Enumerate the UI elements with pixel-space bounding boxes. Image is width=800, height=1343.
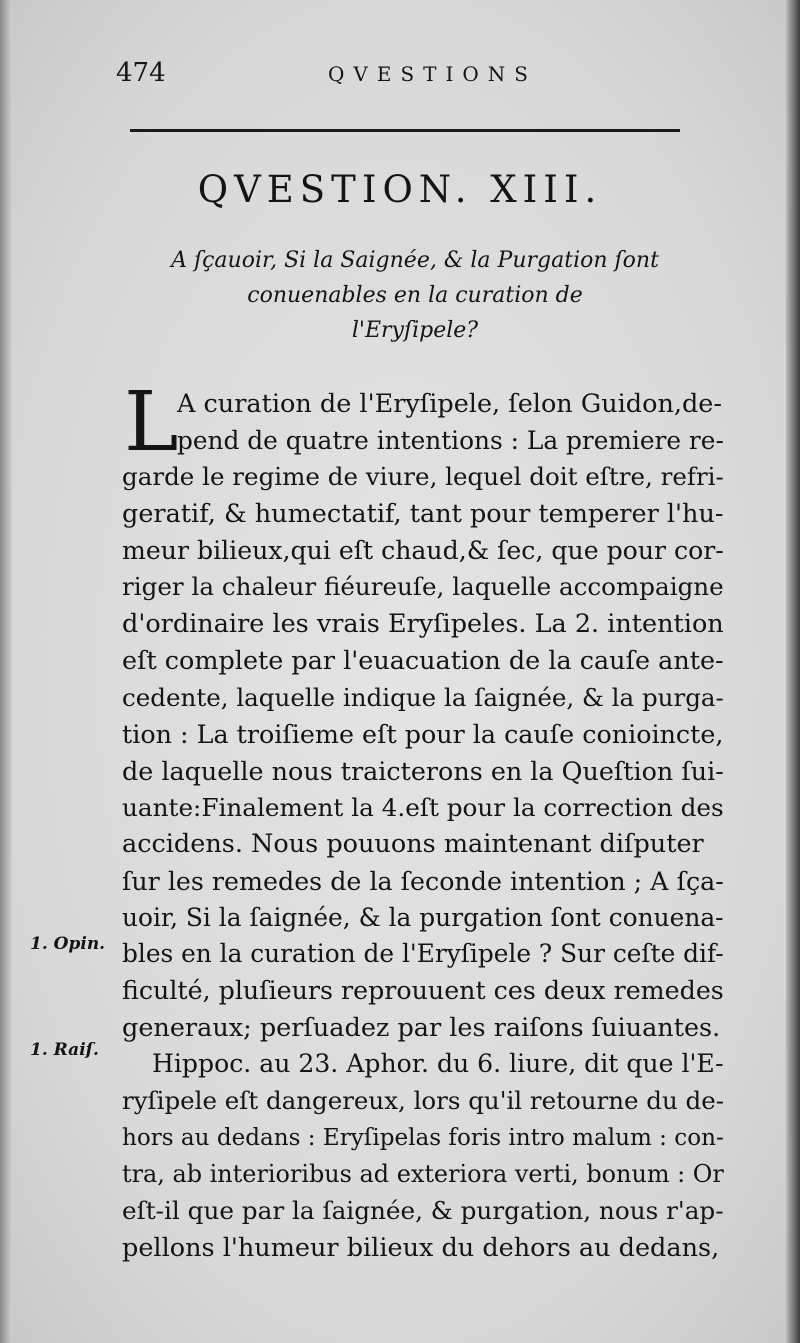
text-line: d'ordinaire les vrais Eryſipeles. La 2. intention (122, 609, 724, 640)
text-line: uante:Finalement la 4.eſt pour la correction des (122, 792, 724, 822)
text-line: ſur les remedes de la ſeconde intention ; A ſça- (122, 865, 724, 896)
text-line: bles en la curation de l'Eryſipele ? Sur ceſte dif- (122, 939, 724, 969)
text-line: ficulté, pluſieurs reprouuent ces deux remedes (122, 976, 724, 1005)
question-title: QVESTION. XIII. (197, 168, 603, 211)
page-edge-left (0, 0, 12, 1343)
text-line: pend de quatre intentions : La premiere re- (177, 425, 724, 455)
running-head (116, 58, 676, 98)
text-line: hors au dedans : Eryſipelas foris intro malum : con- (122, 1124, 724, 1151)
text-line: uoir, Si la ſaignée, & la purgation ſont conuena- (122, 902, 724, 932)
question-subtitle (150, 243, 680, 348)
text-line: tion : La troiſieme eſt pour la cauſe conioincte, (122, 719, 724, 750)
text-line: eſt complete par l'euacuation de la cauſe ante- (122, 645, 724, 676)
text-line: A curation de l'Eryſipele, ſelon Guidon,de- (177, 389, 723, 419)
text-line: eſt-il que par la ſaignée, & purgation, nous r'ap- (122, 1196, 724, 1226)
text-line: de laquelle nous traicterons en la Queſtion ſui- (122, 755, 724, 786)
text-line: generaux; perſuadez par les raiſons ſuiuantes. (122, 1012, 721, 1043)
text-line: Hippoc. au 23. Aphor. du 6. liure, dit que l'E- (152, 1049, 724, 1079)
page-number: 474 (116, 58, 166, 88)
text-line: meur bilieux,qui eſt chaud,& ſec, que pour cor- (122, 535, 724, 565)
text-line: ryſipele eſt dangereux, lors qu'il retourne du de- (122, 1086, 724, 1116)
page-edge-right (786, 0, 800, 1343)
text-line: accidens. Nous pouuons maintenant diſputer (122, 829, 704, 860)
text-line: riger la chaleur fiéureuſe, laquelle accompaigne (122, 572, 724, 602)
running-head-title: QVESTIONS (328, 62, 537, 86)
text-line: tra, ab interioribus ad exteriora verti, bonum : Or (122, 1160, 724, 1189)
subtitle-line: l'Eryſipele? (351, 318, 479, 343)
text-line: cedente, laquelle indique la ſaignée, & la purga- (122, 682, 724, 712)
subtitle-line: A ſçauoir, Si la Saignée, & la Purgation ſont (171, 248, 659, 273)
header-rule (130, 129, 680, 132)
margin-note-raison: 1. Raiſ. (30, 1040, 99, 1060)
text-line: geratif, & humectatif, tant pour temperer l'hu- (122, 499, 724, 530)
drop-cap: L (124, 375, 179, 470)
text-line: garde le regime de viure, lequel doit eſtre, refri- (122, 462, 724, 492)
margin-note-opinion: 1. Opin. (30, 934, 106, 954)
subtitle-line: conuenables en la curation de (247, 283, 583, 308)
text-line: pellons l'humeur bilieux du dehors au dedans, (122, 1232, 720, 1263)
body-text (122, 375, 724, 1267)
